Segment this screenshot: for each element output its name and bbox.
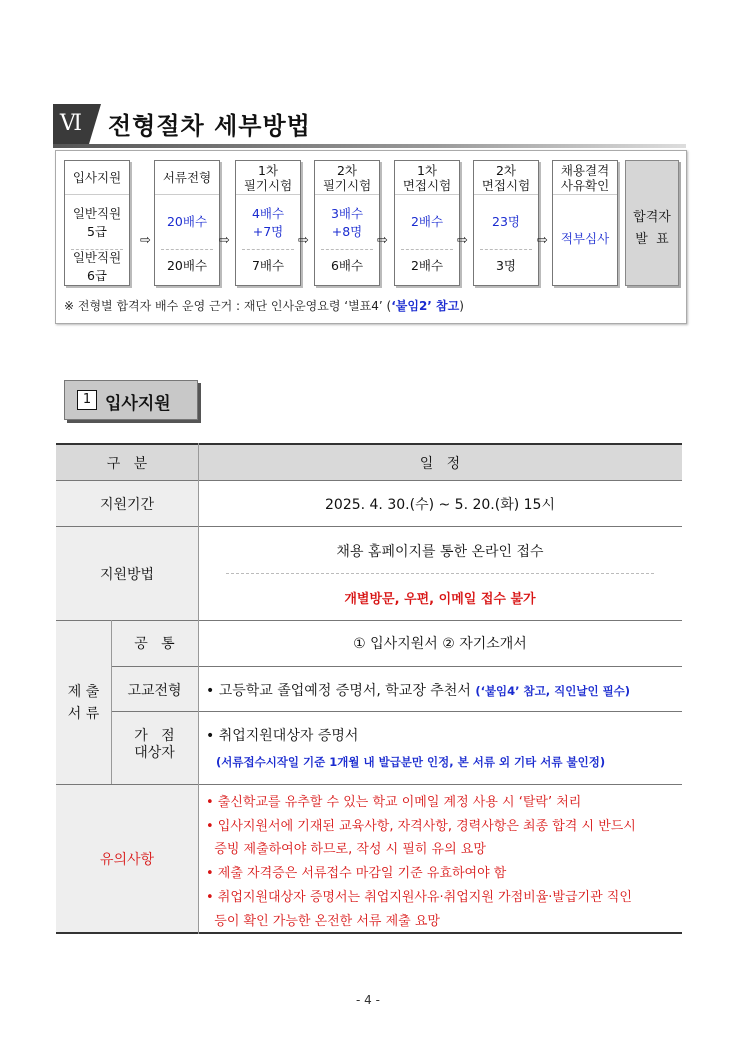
- stage-header: [155, 161, 219, 195]
- final-announcement-box: [625, 160, 679, 286]
- stage-label: 사유확인: [560, 178, 610, 193]
- stage-value: 2배수: [410, 258, 444, 273]
- stage-value: +8명: [331, 224, 363, 239]
- process-stage: [394, 160, 460, 286]
- stage-value: 2배수: [410, 214, 444, 229]
- flow-arrow-icon: ⇨: [298, 233, 309, 248]
- process-stage: [64, 160, 130, 286]
- bonus-value: • 취업지원대상자 증명서: [206, 728, 359, 744]
- stage-label: 2차: [495, 163, 517, 178]
- row-line: [111, 711, 682, 712]
- application-table: [56, 443, 682, 934]
- stage-label: 2차: [336, 163, 358, 178]
- stage-label: 1차: [257, 163, 279, 178]
- stage-value: 20배수: [166, 258, 208, 273]
- process-stage: [154, 160, 220, 286]
- highschool-value: • 고등학교 졸업예정 증명서, 학교장 추천서: [206, 683, 471, 699]
- subsection-number: 1: [77, 390, 97, 410]
- docs-label-line2: 서 류: [67, 706, 100, 722]
- header-schedule: 일 정: [419, 456, 461, 472]
- stage-rank: 5급: [86, 224, 108, 239]
- stage-label: 필기시험: [322, 178, 372, 193]
- column-line: [198, 443, 199, 934]
- stage-header: [553, 161, 617, 195]
- method-value: 채용 홈페이지를 통한 온라인 접수: [336, 544, 544, 560]
- flow-arrow-icon: ⇨: [140, 233, 151, 248]
- section-title: 전형절차 세부방법: [108, 112, 311, 140]
- period-label: 지원기간: [99, 497, 155, 513]
- note-item: • 취업지원대상자 증명서는 취업지원사유·취업지원 가점비율·발급기관 직인: [206, 890, 632, 905]
- final-line-2: 발 표: [635, 232, 669, 247]
- stage-header: [236, 161, 300, 195]
- bonus-label-line1: 가 점: [134, 728, 175, 744]
- table-bottom-line: [56, 932, 682, 934]
- process-stage: [235, 160, 301, 286]
- stage-rank: 6급: [86, 268, 108, 283]
- row-line: [111, 666, 682, 667]
- process-note-suffix: ): [459, 299, 464, 313]
- bonus-note: (서류접수시작일 기준 1개월 내 발급분만 인정, 본 서류 외 기타 서류 불인정): [216, 755, 606, 769]
- bonus-label-line2: 대상자: [134, 745, 175, 761]
- stage-header: [474, 161, 538, 195]
- stage-value: 4배수: [251, 206, 285, 221]
- period-value: 2025. 4. 30.(수) ~ 5. 20.(화) 15시: [325, 497, 555, 513]
- stage-label: 서류전형: [162, 170, 212, 185]
- note-item: • 제출 자격증은 서류접수 마감일 기준 유효하여야 함: [206, 866, 507, 881]
- stage-label: 입사지원: [72, 170, 122, 185]
- common-value: ① 입사지원서 ② 자기소개서: [353, 636, 527, 652]
- stage-value: 6배수: [330, 258, 364, 273]
- stage-value: 7배수: [251, 258, 285, 273]
- stage-header: [315, 161, 379, 195]
- stage-divider: [161, 249, 213, 250]
- stage-value: +7명: [252, 224, 284, 239]
- row-line: [56, 526, 682, 527]
- flow-arrow-icon: ⇨: [537, 233, 548, 248]
- final-line-1: 합격자: [633, 210, 671, 225]
- highschool-note: (‘붙임4’ 참고, 직인날인 필수): [475, 684, 631, 698]
- subsection-header: [64, 380, 198, 420]
- stage-value: 20배수: [166, 214, 208, 229]
- stage-value: 3배수: [330, 206, 364, 221]
- note-item: 등이 확인 가능한 온전한 서류 제출 요망: [206, 914, 440, 929]
- process-stage: [473, 160, 539, 286]
- section-number-notch: [89, 104, 101, 144]
- stage-label: 채용결격: [560, 163, 610, 178]
- stage-value: 23명: [492, 214, 520, 229]
- stage-label: 면접시험: [402, 178, 452, 193]
- process-note: [64, 297, 464, 314]
- flow-arrow-icon: ⇨: [219, 233, 230, 248]
- stage-rank: 일반직원: [72, 250, 122, 265]
- stage-value: 적부심사: [560, 231, 610, 246]
- stage-value: 3명: [495, 258, 517, 273]
- flow-arrow-icon: ⇨: [377, 233, 388, 248]
- stage-divider: [321, 249, 373, 250]
- header-category: 구 분: [106, 456, 148, 472]
- row-line: [56, 784, 682, 785]
- stage-header: [395, 161, 459, 195]
- docs-label: [56, 681, 111, 725]
- subsection-title: 입사지원: [105, 394, 171, 414]
- stage-label: 필기시험: [243, 178, 293, 193]
- process-note-prefix: ※ 전형별 합격자 배수 운영 근거 : 재단 인사운영요령 ‘별표4’ (: [64, 299, 392, 313]
- stage-rank: 일반직원: [72, 206, 122, 221]
- note-item: 증빙 제출하여야 하므로, 작성 시 필히 유의 요망: [206, 842, 486, 857]
- bonus-label: [111, 728, 198, 762]
- highschool-label: 고교전형: [127, 683, 182, 699]
- page-number: - 4 -: [356, 993, 380, 1007]
- method-label: 지원방법: [99, 567, 155, 583]
- section-underline: [53, 144, 686, 148]
- note-item: • 출신학교를 유추할 수 있는 학교 이메일 계정 사용 시 ‘탈락’ 처리: [206, 795, 582, 810]
- stage-label: 면접시험: [481, 178, 531, 193]
- method-divider: [226, 573, 654, 574]
- notes-label: 유의사항: [99, 852, 155, 868]
- flow-arrow-icon: ⇨: [457, 233, 468, 248]
- note-item: • 입사지원서에 기재된 교육사항, 자격사항, 경력사항은 최종 합격 시 반드시: [206, 819, 636, 834]
- process-stage: [314, 160, 380, 286]
- docs-label-line1: 제 출: [67, 684, 100, 700]
- stage-divider: [242, 249, 294, 250]
- stage-divider: [480, 249, 532, 250]
- row-line: [56, 620, 682, 621]
- process-note-ref: ‘붙임2’ 참고: [391, 299, 460, 313]
- table-top-line: [56, 443, 682, 445]
- section-number: Ⅵ: [53, 104, 89, 144]
- common-label: 공 통: [134, 636, 175, 652]
- process-stage: [552, 160, 618, 286]
- stage-divider: [401, 249, 453, 250]
- highschool-cell: [206, 680, 630, 700]
- stage-label: 1차: [416, 163, 438, 178]
- row-line: [56, 480, 682, 481]
- method-note: 개별방문, 우편, 이메일 접수 불가: [344, 592, 536, 607]
- stage-header: [65, 161, 129, 195]
